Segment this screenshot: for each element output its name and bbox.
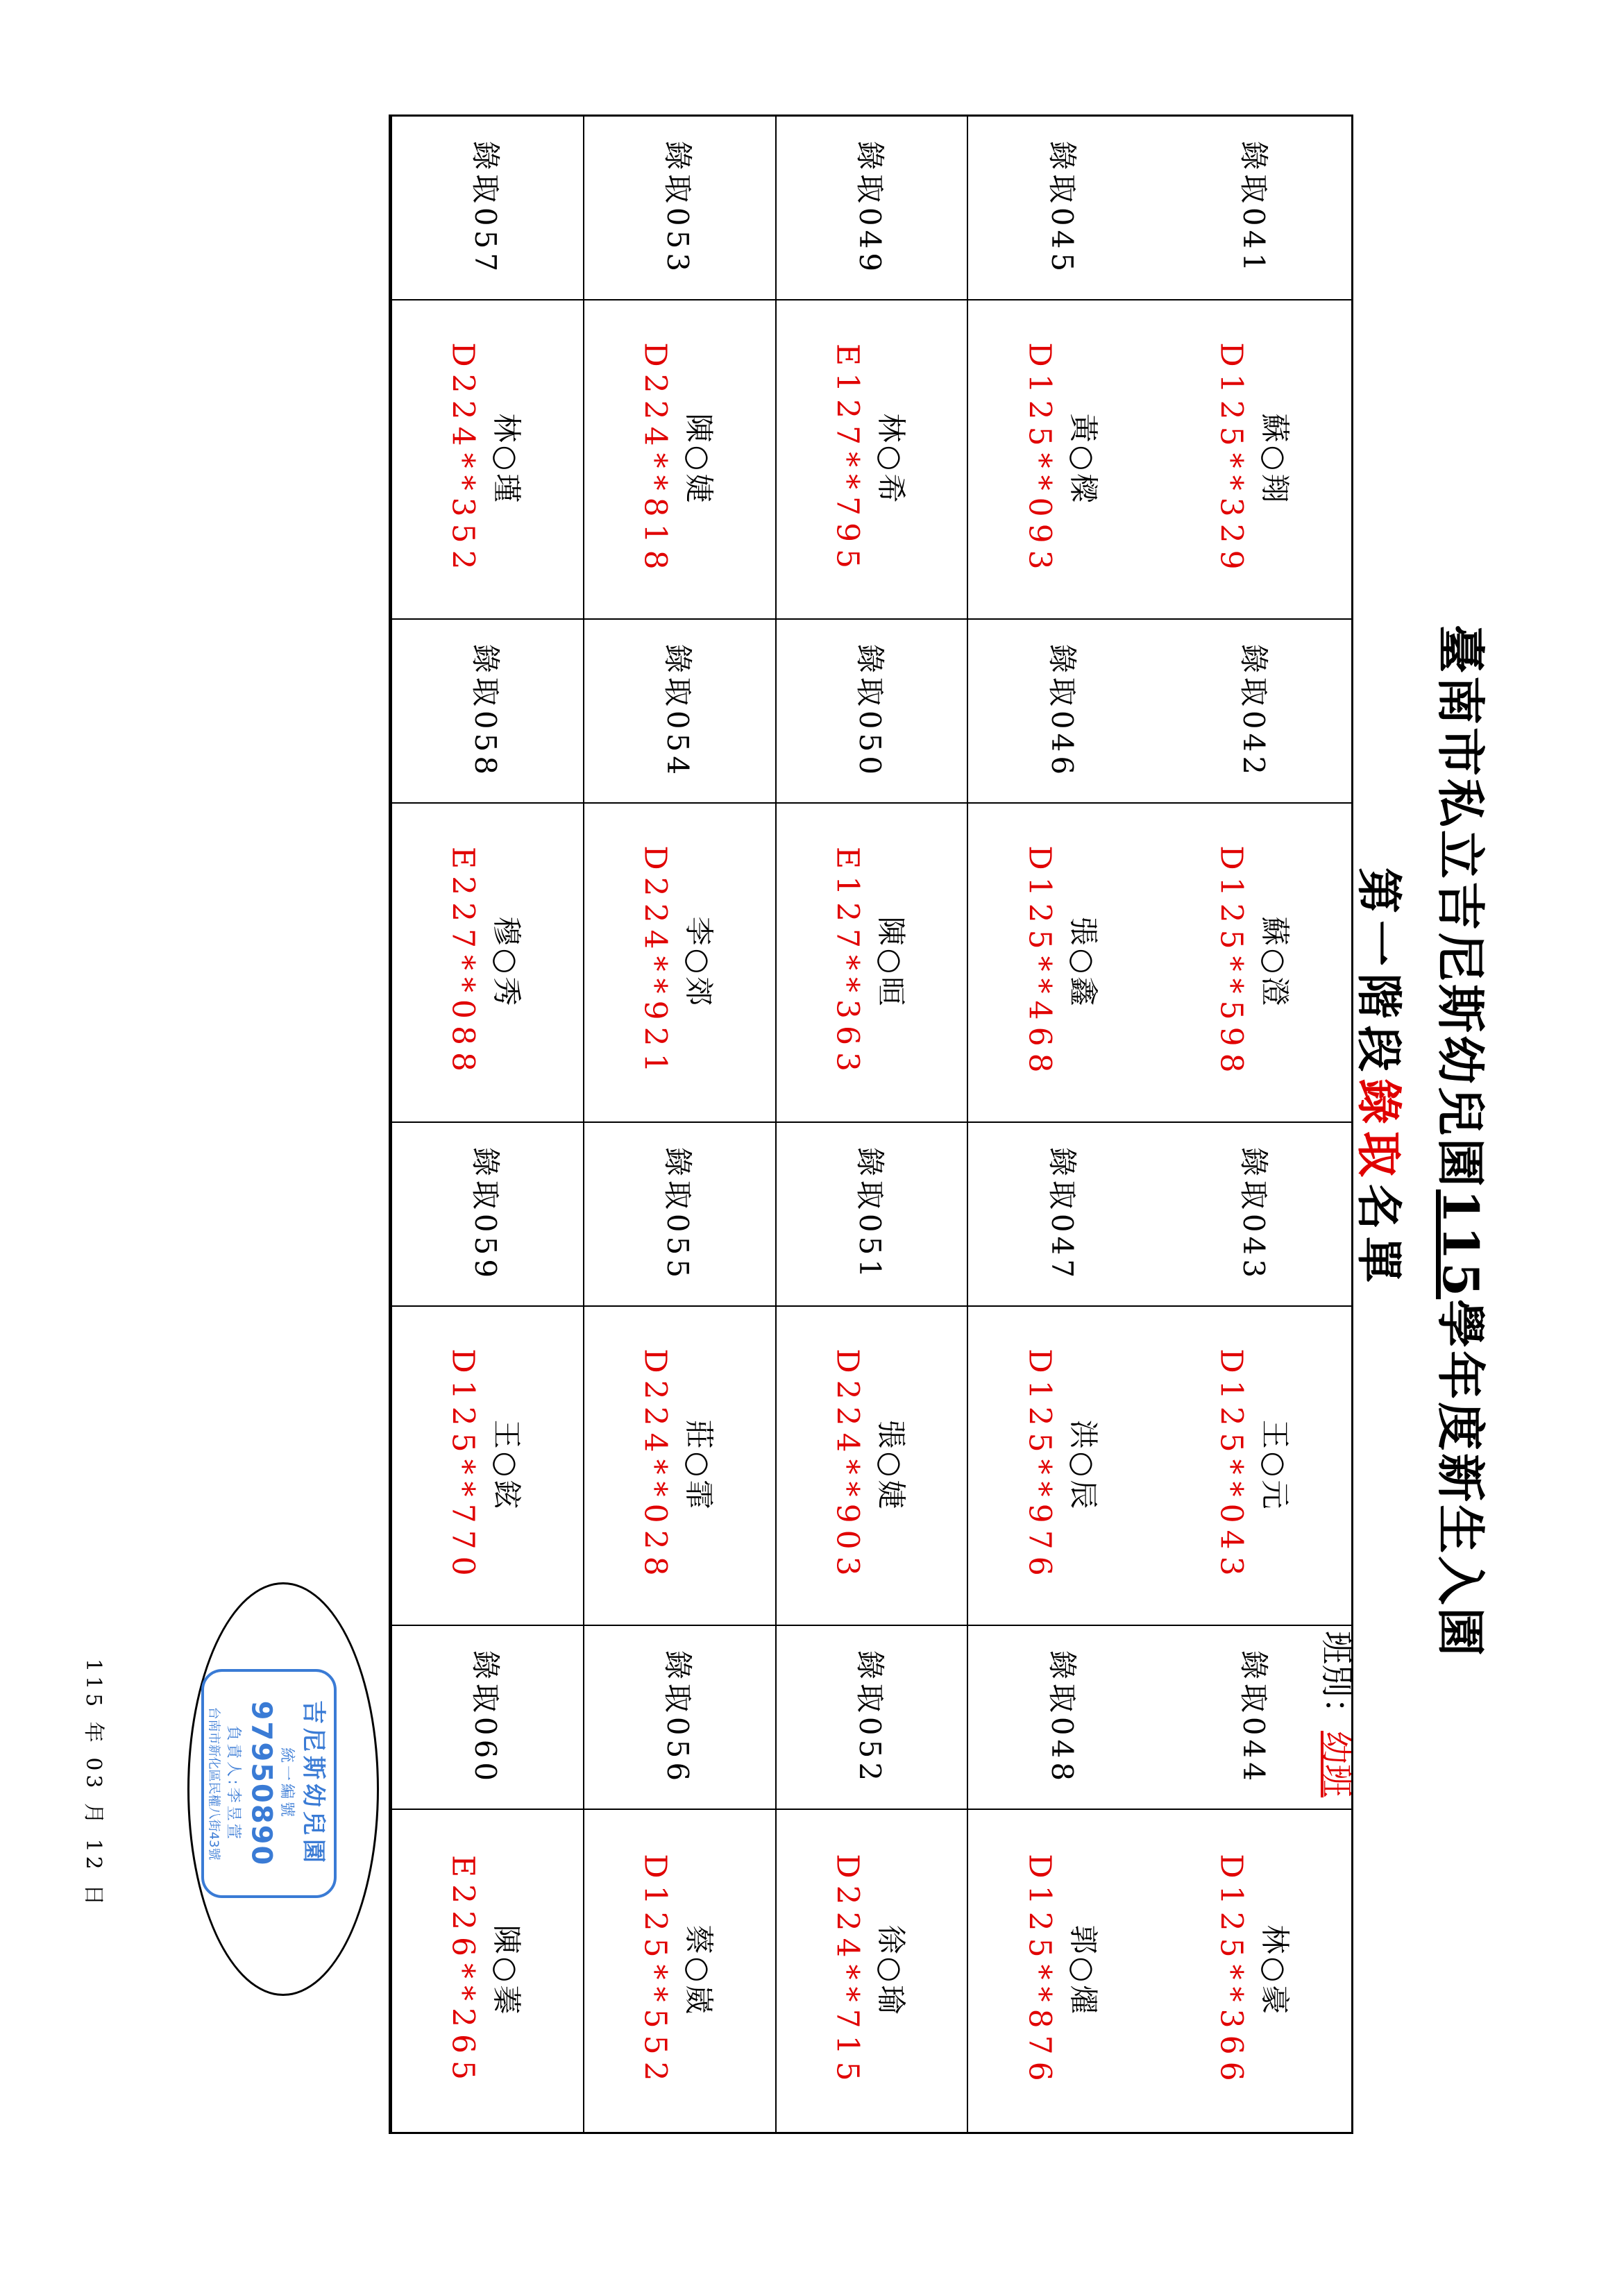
admission-code-wrap xyxy=(466,140,508,275)
student-cell xyxy=(1159,1307,1351,1626)
admission-code-cell xyxy=(968,117,1159,300)
student-info xyxy=(446,847,530,1078)
student-id: D224**715 xyxy=(829,1854,865,2088)
student-info xyxy=(1022,1854,1106,2087)
admission-code: 錄取047 xyxy=(1044,1146,1079,1282)
student-id: D224**921 xyxy=(637,845,673,1080)
student-info xyxy=(1022,1348,1106,1582)
student-cell xyxy=(584,1810,775,2132)
student-id: E127**795 xyxy=(829,343,865,576)
admission-code-cell xyxy=(777,1626,967,1810)
admission-code-cell xyxy=(392,117,583,300)
class-label: 班別： xyxy=(1317,1631,1356,1731)
student-cell xyxy=(777,804,967,1123)
admission-code: 錄取052 xyxy=(852,1650,887,1785)
student-block xyxy=(829,344,913,575)
issue-date: 115 年 03 月 12 日 xyxy=(81,1659,105,1910)
student-info xyxy=(1213,1348,1297,1582)
student-name: 蔡○崴 xyxy=(682,1924,716,2017)
admission-code: 錄取045 xyxy=(1044,140,1079,276)
admission-code-wrap xyxy=(1235,643,1276,778)
student-cell xyxy=(1159,804,1351,1123)
admission-code-cell xyxy=(777,1123,967,1307)
subtitle-part-b: 名單 xyxy=(1352,1184,1406,1289)
student-info xyxy=(829,847,913,1078)
seal-owner: 負責人:李昱萱 xyxy=(224,1725,242,1842)
student-id: D125**976 xyxy=(1022,1348,1058,1583)
student-id: D125**876 xyxy=(1022,1854,1058,2088)
page-title xyxy=(1429,625,1499,1659)
student-cell xyxy=(392,804,583,1123)
student-cell xyxy=(777,1810,967,2132)
student-block xyxy=(446,1348,530,1582)
table-row xyxy=(967,117,1159,2132)
student-block xyxy=(1213,342,1297,576)
student-block xyxy=(1213,1348,1297,1582)
admission-code-wrap xyxy=(851,643,893,778)
student-block xyxy=(1022,342,1106,576)
student-name: 陳○蓁 xyxy=(489,1924,524,2017)
student-id: D125**093 xyxy=(1022,342,1058,577)
student-cell xyxy=(1159,1810,1351,2132)
admission-code-cell xyxy=(968,1626,1159,1810)
admission-code-wrap xyxy=(1043,140,1085,275)
seal-number: 97950890 xyxy=(245,1700,277,1867)
admission-code-wrap xyxy=(659,140,700,275)
student-id: E226**265 xyxy=(445,1854,481,2087)
student-name: 穆○秀 xyxy=(489,916,524,1009)
student-name: 蘇○澄 xyxy=(1258,916,1292,1009)
student-cell xyxy=(777,1307,967,1626)
student-name: 張○婕 xyxy=(874,1419,908,1512)
table-row xyxy=(583,117,775,2132)
admission-code-wrap xyxy=(1043,643,1085,778)
page-subtitle xyxy=(1350,867,1416,1289)
student-cell xyxy=(777,300,967,620)
student-info xyxy=(638,1348,722,1582)
admission-code: 錄取059 xyxy=(468,1146,503,1282)
admission-code: 錄取042 xyxy=(1236,643,1271,779)
admission-code-cell xyxy=(777,620,967,804)
admission-code-wrap xyxy=(1235,140,1276,275)
student-block xyxy=(638,1854,722,2087)
admission-code: 錄取043 xyxy=(1236,1146,1271,1282)
student-name: 莊○霏 xyxy=(682,1419,716,1512)
student-id: D224**352 xyxy=(445,342,481,577)
student-block xyxy=(829,1348,913,1582)
title-prefix: 臺南市私立吉尼斯幼兒園 xyxy=(1432,625,1489,1189)
admission-code-cell xyxy=(584,117,775,300)
student-id: D224**903 xyxy=(829,1348,865,1583)
admission-code-wrap xyxy=(466,1146,508,1281)
title-year: 115 xyxy=(1432,1189,1489,1300)
admission-code-cell xyxy=(1159,1626,1351,1810)
student-name: 郭○燿 xyxy=(1066,1924,1101,2017)
student-id: D224**028 xyxy=(637,1348,673,1583)
admission-code-cell xyxy=(777,117,967,300)
admission-code-cell xyxy=(392,1626,583,1810)
student-cell xyxy=(968,300,1159,620)
seal-address: 台南市新化區民權八街43號 xyxy=(206,1707,221,1861)
student-info xyxy=(1022,342,1106,576)
admission-code-wrap xyxy=(851,1146,893,1281)
student-cell xyxy=(1159,300,1351,620)
student-info xyxy=(1213,845,1297,1079)
student-id: E127**363 xyxy=(829,846,865,1079)
admission-code-wrap xyxy=(466,643,508,778)
student-id: D125**329 xyxy=(1213,342,1249,577)
student-info xyxy=(829,1854,913,2087)
student-info xyxy=(446,342,530,576)
student-id: E227**088 xyxy=(445,846,481,1079)
subtitle-part-a: 第一階段 xyxy=(1352,867,1406,1078)
student-name: 林○希 xyxy=(874,413,908,506)
admission-code-wrap xyxy=(659,1146,700,1281)
admission-code-wrap xyxy=(1235,1146,1276,1281)
admission-code-cell xyxy=(968,1123,1159,1307)
admission-code: 錄取046 xyxy=(1044,643,1079,779)
student-cell xyxy=(392,300,583,620)
student-name: 張○鑫 xyxy=(1066,916,1101,1009)
admission-code-cell xyxy=(584,1123,775,1307)
student-info xyxy=(638,845,722,1079)
admission-code-cell xyxy=(392,620,583,804)
student-block xyxy=(1022,1854,1106,2087)
admission-code-cell xyxy=(968,620,1159,804)
student-block xyxy=(638,342,722,576)
student-block xyxy=(1022,845,1106,1079)
student-name: 徐○瑜 xyxy=(874,1924,908,2017)
seal-name: 吉尼斯幼兒園 xyxy=(299,1700,327,1867)
student-block xyxy=(638,845,722,1079)
admission-code-wrap xyxy=(466,1650,508,1784)
student-id: D125**366 xyxy=(1213,1854,1249,2088)
student-info xyxy=(446,1855,530,2087)
admission-code-wrap xyxy=(851,1650,893,1784)
admission-code-wrap xyxy=(1043,1650,1085,1784)
student-info xyxy=(829,344,913,575)
student-name: 蘇○翔 xyxy=(1258,413,1292,506)
admission-code: 錄取060 xyxy=(468,1650,503,1785)
title-suffix: 學年度新生入園 xyxy=(1432,1299,1489,1659)
student-id: D125**598 xyxy=(1213,845,1249,1080)
admission-code: 錄取044 xyxy=(1236,1650,1271,1785)
admission-code-cell xyxy=(1159,117,1351,300)
admission-code-cell xyxy=(392,1123,583,1307)
student-cell xyxy=(968,1810,1159,2132)
student-id: D125**552 xyxy=(637,1854,673,2088)
admission-code-cell xyxy=(1159,1123,1351,1307)
student-name: 陳○婕 xyxy=(682,413,716,506)
admission-code-wrap xyxy=(659,1650,700,1784)
seal-label: 統一編號 xyxy=(278,1747,295,1820)
admission-code: 錄取056 xyxy=(661,1650,695,1785)
admission-code-wrap xyxy=(851,140,893,275)
admission-code: 錄取050 xyxy=(852,643,887,779)
student-name: 黃○樑 xyxy=(1066,413,1101,506)
table-row xyxy=(775,117,967,2132)
admission-code-cell xyxy=(584,1626,775,1810)
student-cell xyxy=(968,1307,1159,1626)
admission-code: 錄取049 xyxy=(852,140,887,276)
student-name: 林○瑾 xyxy=(489,413,524,506)
student-name: 陳○晅 xyxy=(874,916,908,1009)
class-value: 幼班 xyxy=(1317,1731,1356,1798)
student-cell xyxy=(392,1810,583,2132)
admission-code: 錄取041 xyxy=(1236,140,1271,276)
admission-code-cell xyxy=(1159,620,1351,804)
student-name: 洪○辰 xyxy=(1066,1419,1101,1512)
student-name: 李○郊 xyxy=(682,916,716,1009)
student-info xyxy=(1213,342,1297,576)
student-info xyxy=(1022,845,1106,1079)
table-row xyxy=(391,117,583,2132)
admission-code: 錄取051 xyxy=(852,1146,887,1282)
student-info xyxy=(638,342,722,576)
admission-code: 錄取054 xyxy=(661,643,695,779)
student-block xyxy=(446,847,530,1078)
student-cell xyxy=(968,804,1159,1123)
student-info xyxy=(446,1348,530,1582)
admission-table xyxy=(389,115,1353,2134)
admission-code-wrap xyxy=(1043,1146,1085,1281)
student-cell xyxy=(584,1307,775,1626)
subtitle-part-red: 錄取 xyxy=(1352,1078,1406,1184)
admission-code: 錄取057 xyxy=(468,140,503,276)
student-block xyxy=(1213,1854,1297,2087)
student-name: 王○元 xyxy=(1258,1419,1292,1512)
student-info xyxy=(1213,1854,1297,2087)
admission-code: 錄取053 xyxy=(661,140,695,276)
student-cell xyxy=(584,804,775,1123)
student-block xyxy=(446,1855,530,2087)
admission-code: 錄取058 xyxy=(468,643,503,779)
student-name: 王○鉉 xyxy=(489,1419,524,1512)
admission-code-cell xyxy=(584,620,775,804)
table-row xyxy=(1159,117,1351,2132)
student-info xyxy=(638,1854,722,2087)
admission-code-wrap xyxy=(1235,1650,1276,1784)
student-id: D125**043 xyxy=(1213,1348,1249,1583)
student-block xyxy=(829,1854,913,2087)
student-cell xyxy=(392,1307,583,1626)
student-name: 林○豪 xyxy=(1258,1924,1292,2017)
student-id: D125**770 xyxy=(445,1348,481,1583)
student-block xyxy=(1213,845,1297,1079)
student-info xyxy=(829,1348,913,1582)
student-id: D224**818 xyxy=(637,342,673,577)
student-block xyxy=(829,847,913,1078)
admission-code-wrap xyxy=(659,643,700,778)
student-cell xyxy=(584,300,775,620)
student-block xyxy=(1022,1348,1106,1582)
kindergarten-seal xyxy=(201,1669,337,1898)
student-id: D125**468 xyxy=(1022,845,1058,1080)
admission-code: 錄取048 xyxy=(1044,1650,1079,1785)
student-block xyxy=(638,1348,722,1582)
admission-code: 錄取055 xyxy=(661,1146,695,1282)
student-block xyxy=(446,342,530,576)
